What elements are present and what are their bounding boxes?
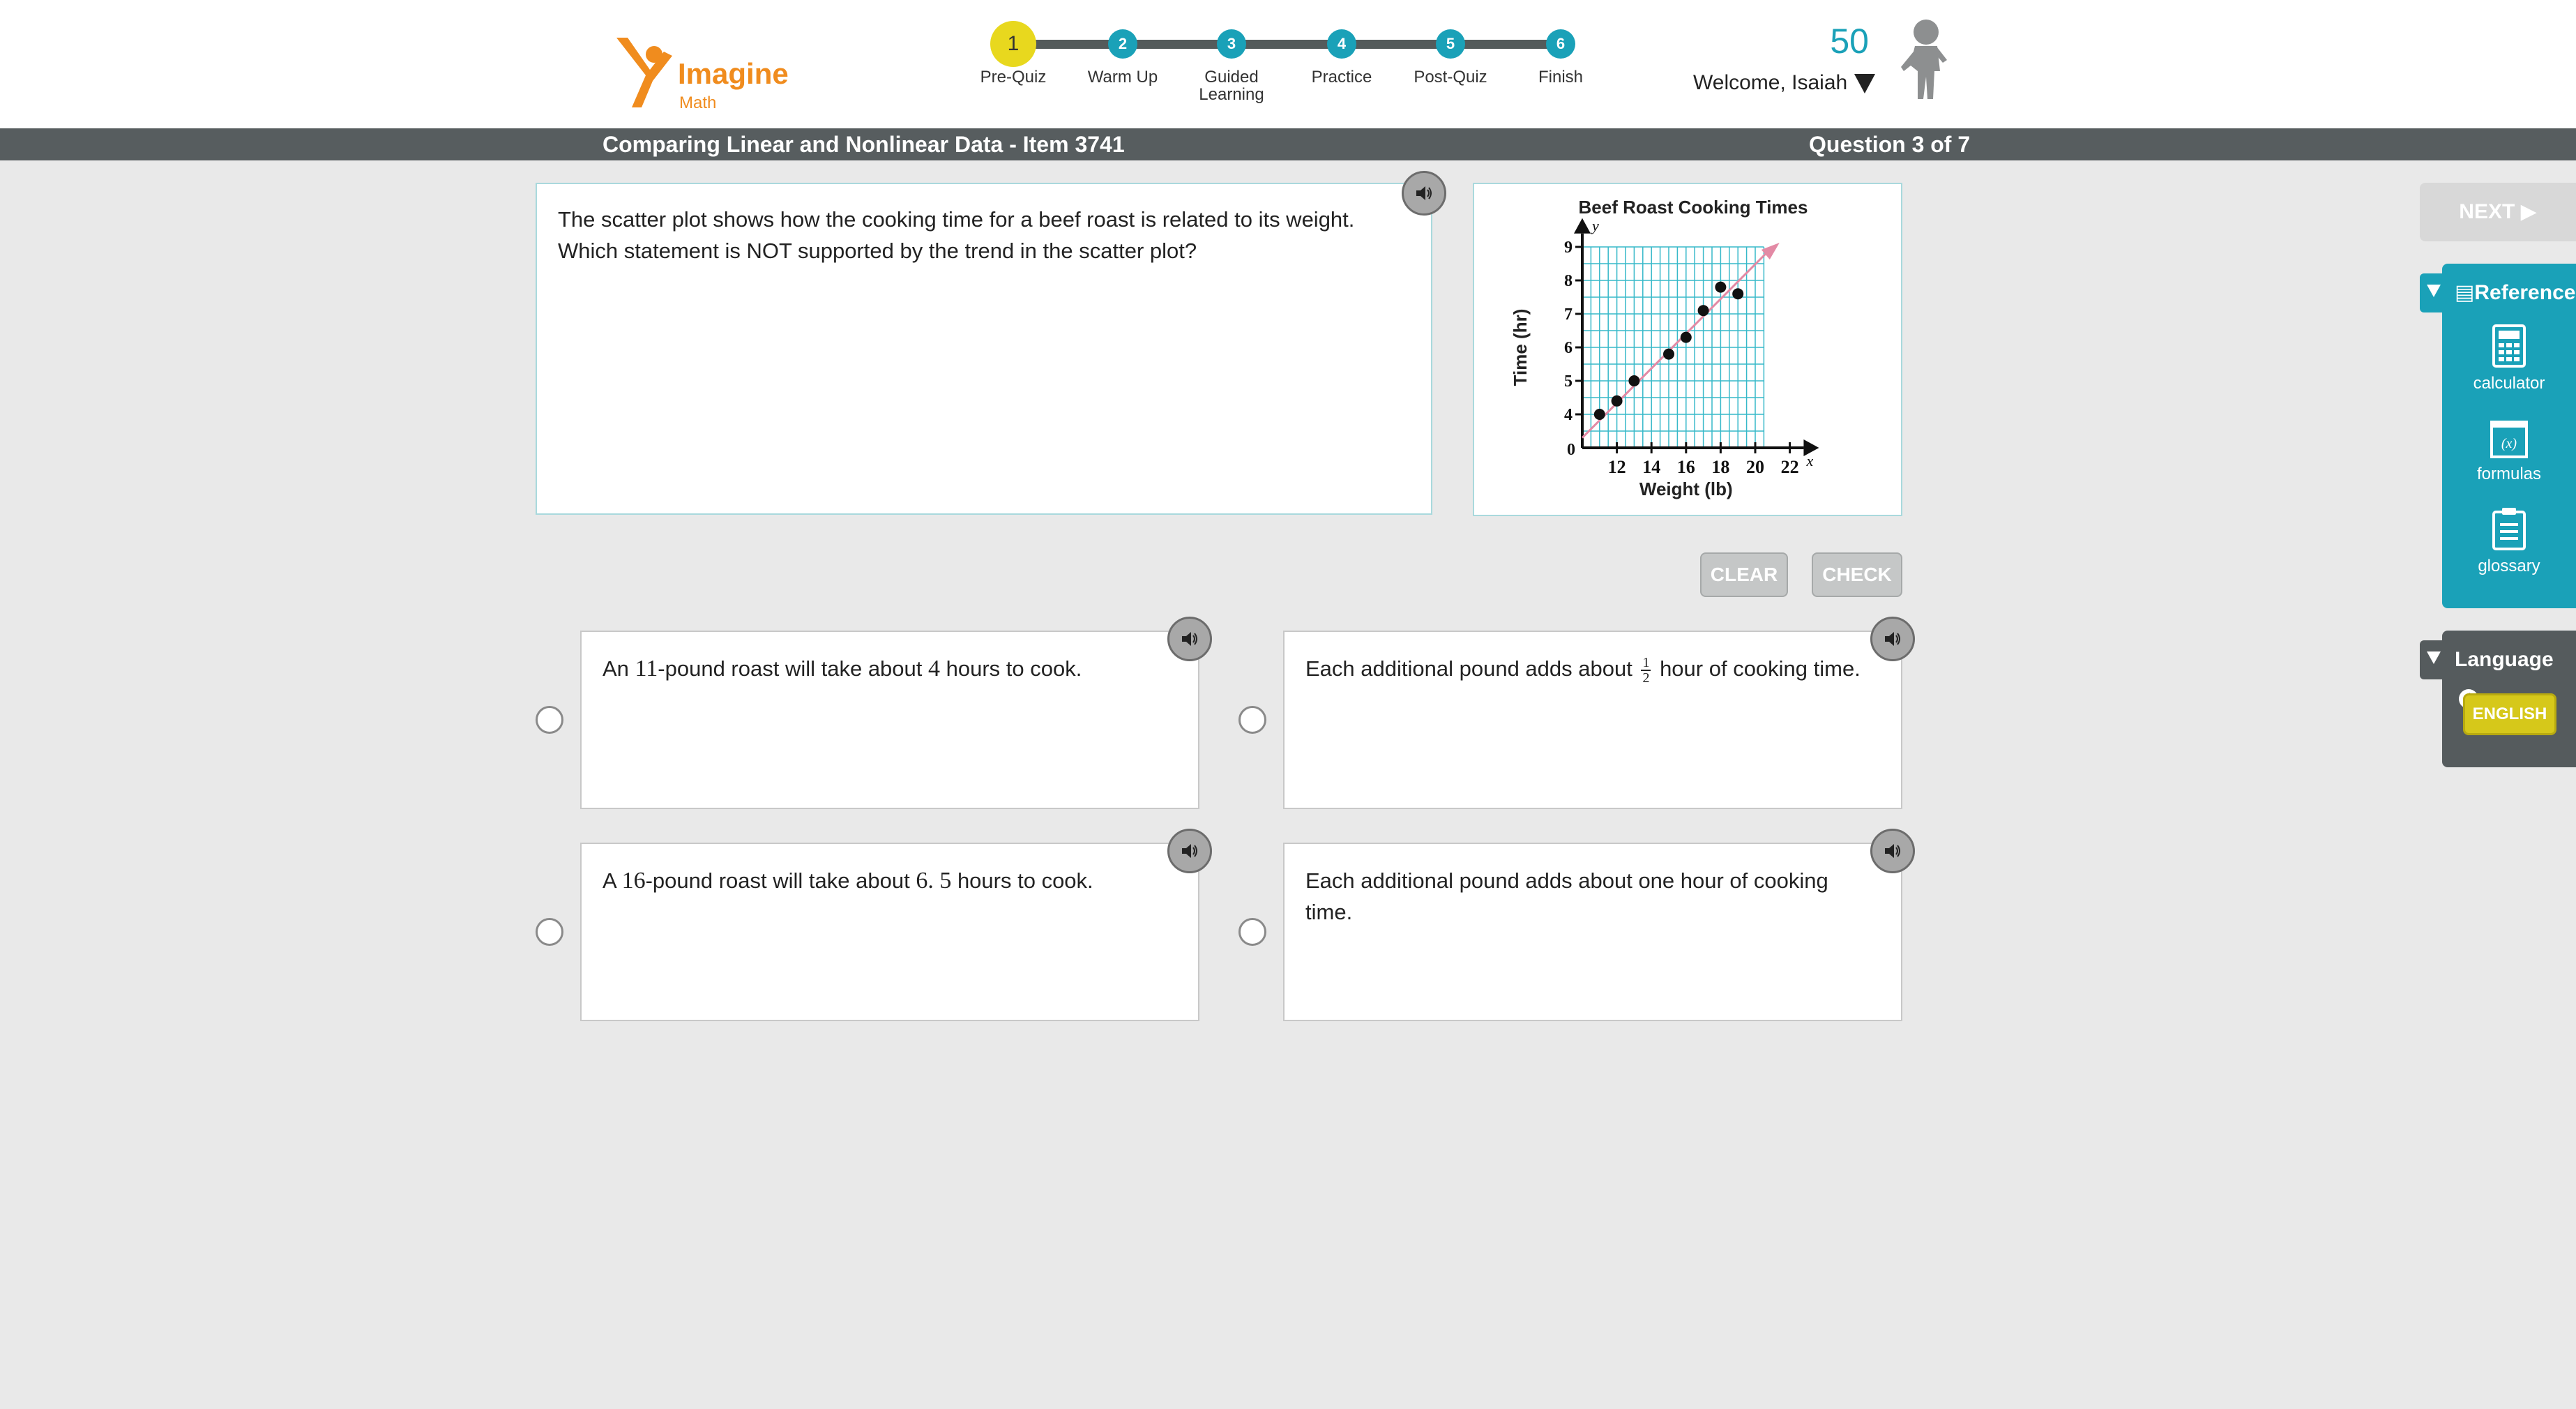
reference-label: Reference [2474,281,2576,304]
x-axis-letter: x [1806,452,1814,469]
x-tick-label: 18 [1711,457,1730,477]
step-6-dot[interactable]: 6 [1546,29,1575,59]
answer-b-audio-button[interactable] [1870,617,1915,661]
x-tick-label: 16 [1676,457,1695,477]
answer-d-audio-button[interactable] [1870,829,1915,873]
calculator-label: calculator [2473,374,2545,393]
answer-b-text: Each additional pound adds about $\frac{1}{2}$ hour of cooking time. [1305,654,1861,686]
step-label: Guided Learning [1199,68,1264,104]
answer-d-radio[interactable] [1238,918,1266,946]
next-button[interactable] [2420,183,2576,241]
y-tick-label: 4 [1564,406,1573,424]
answer-c-radio[interactable] [536,918,563,946]
formulas-tool[interactable] [2442,420,2576,484]
svg-text:(x): (x) [2501,436,2517,451]
clear-button[interactable]: CLEAR [1700,552,1788,597]
answer-a-radio[interactable] [536,706,563,734]
data-point [1732,288,1743,299]
answer-b-card[interactable] [1283,631,1902,809]
speaker-icon [1883,629,1902,649]
y-axis-arrow [1574,218,1591,234]
data-point [1715,282,1726,293]
calculator-icon [2492,324,2526,368]
formulas-label: formulas [2476,465,2542,483]
step-2-dot[interactable]: 2 [1108,29,1137,59]
x-tick-label: 22 [1780,457,1799,477]
reference-label-wrap [2455,273,2575,312]
data-point [1628,375,1639,386]
chart-title: Beef Roast Cooking Times [1578,197,1808,218]
language-label: Language [2455,648,2554,671]
caret-down-icon[interactable] [1854,74,1875,93]
speaker-icon [1180,629,1199,649]
step-label: Practice [1311,68,1372,86]
origin-label: 0 [1567,441,1575,459]
data-point [1612,395,1623,407]
answer-c-text: A 16-pound roast will take about 6. 5 hours to cook. [603,868,1093,894]
imagine-math-logo [614,35,795,112]
avatar-icon[interactable] [1897,17,1953,100]
scatter-plot-chart [1474,184,1904,518]
fraction-one-half: $\frac{1}{2}$ [1642,654,1650,686]
lesson-title: Comparing Linear and Nonlinear Data - Item 3741 [603,132,1125,157]
x-tick-label: 20 [1746,457,1764,477]
language-toggle[interactable] [2420,640,2576,679]
step-3-dot[interactable]: 3 [1217,29,1246,59]
step-4-dot[interactable]: 4 [1327,29,1356,59]
logo-figure-icon [614,35,683,112]
reference-toggle[interactable] [2420,273,2576,312]
lesson-title-bar [0,128,2576,160]
triangle-down-icon [2427,651,2441,664]
triangle-down-icon [2427,285,2441,297]
y-axis-letter: y [1592,216,1599,234]
speaker-icon [1414,183,1434,203]
x-tick-label: 14 [1642,457,1661,477]
book-icon: ▤ [2455,281,2475,304]
glossary-tool[interactable] [2442,506,2576,576]
data-point [1698,305,1709,316]
top-header [0,0,2576,128]
y-tick-label: 7 [1564,306,1573,324]
step-label: Post-Quiz [1414,68,1487,86]
next-label: NEXT [2459,200,2515,223]
y-tick-label: 5 [1564,372,1573,391]
step-label: Finish [1538,68,1584,86]
data-point [1594,409,1605,420]
user-menu[interactable] [1693,71,1875,95]
speaker-icon [1883,841,1902,861]
progress-track [1013,40,1561,49]
english-language-button[interactable]: ENGLISH [2463,693,2556,735]
y-tick-label: 9 [1564,239,1573,257]
answer-a-card[interactable] [580,631,1199,809]
answer-a-text: An 11-pound roast will take about 4 hours to cook. [603,656,1082,681]
play-arrow-icon: ▶ [2520,200,2537,223]
answer-d-text: Each additional pound adds about one hour of cooking time. [1305,868,1828,924]
step-5-dot[interactable]: 5 [1436,29,1465,59]
question-audio-button[interactable] [1402,171,1446,216]
question-counter: Question 3 of 7 [1809,132,1971,157]
calculator-tool[interactable] [2442,324,2576,393]
logo-word: Imagine [678,57,789,90]
y-tick-label: 8 [1564,272,1573,290]
check-button[interactable]: CHECK [1812,552,1902,597]
logo-sub: Math [679,93,717,112]
glossary-label: glossary [2478,557,2540,575]
glossary-icon [2492,506,2526,551]
answer-a-audio-button[interactable] [1167,617,1212,661]
step-1-dot[interactable]: 1 [990,21,1036,67]
points-score: 50 [1830,22,1869,61]
question-box [536,183,1432,515]
y-axis-label: Time (hr) [1510,308,1531,386]
answer-b-radio[interactable] [1238,706,1266,734]
step-label: Warm Up [1087,68,1158,86]
y-tick-label: 6 [1564,339,1573,357]
step-label: Pre-Quiz [980,68,1047,86]
data-point [1663,349,1674,360]
x-tick-label: 12 [1607,457,1626,477]
x-axis-label: Weight (lb) [1639,479,1733,499]
speaker-icon [1180,841,1199,861]
welcome-text: Welcome, Isaiah [1693,71,1848,94]
answer-c-card[interactable] [580,843,1199,1021]
scatter-plot-panel [1473,183,1902,516]
question-text: The scatter plot shows how the cooking time for a beef roast is related to its weight. Which statement is NOT supported by the trend in the scatter plot? [558,207,1355,263]
answer-d-card[interactable] [1283,843,1902,1021]
answer-c-audio-button[interactable] [1167,829,1212,873]
data-point [1681,332,1692,343]
formulas-icon [2490,420,2529,459]
